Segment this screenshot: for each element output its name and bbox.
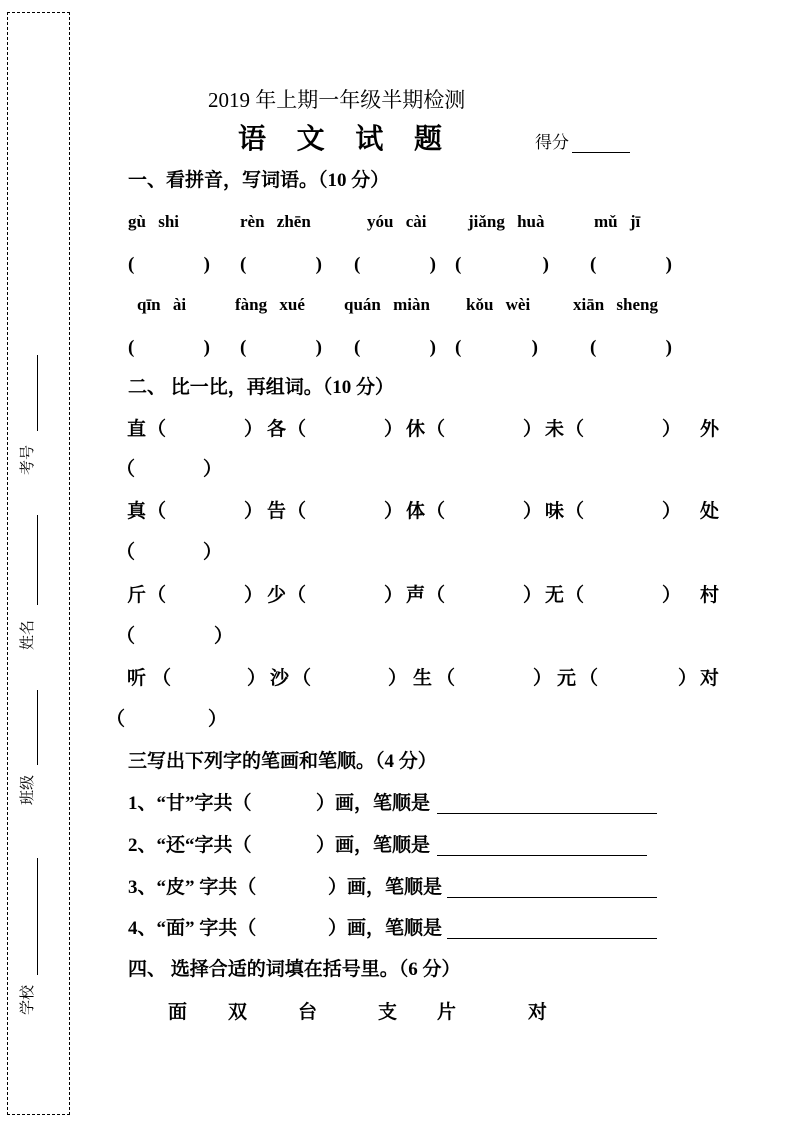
open-bracket: （	[116, 542, 136, 563]
answer-brackets	[128, 336, 210, 360]
stroke-question-suffix: ）画，笔顺是	[316, 793, 431, 814]
answer-brackets	[565, 418, 681, 442]
class-line	[37, 690, 38, 765]
answer-brackets	[579, 667, 697, 691]
close-bracket: ）	[387, 668, 407, 689]
answer-brackets	[287, 500, 403, 524]
stroke-order-answer-line	[437, 813, 657, 814]
open-bracket: (	[240, 254, 247, 275]
word-character: 少	[267, 585, 287, 606]
open-bracket: （	[116, 626, 136, 647]
open-bracket: （	[287, 419, 307, 440]
close-bracket: )	[315, 254, 322, 275]
stroke-question-suffix: ）画，笔顺是	[328, 877, 443, 898]
close-bracket: ）	[383, 585, 403, 606]
close-bracket: )	[429, 254, 436, 275]
word-character: 村	[700, 585, 720, 606]
close-bracket: ）	[661, 585, 681, 606]
pinyin-item: mǔ jī	[594, 212, 641, 231]
class-label: 班级	[20, 775, 36, 806]
close-bracket: ）	[383, 419, 403, 440]
binding-margin	[7, 12, 70, 1115]
close-bracket: )	[203, 337, 210, 358]
pinyin-item: rèn zhēn	[240, 212, 311, 231]
open-bracket: (	[590, 337, 597, 358]
subject-title: 语 文 试 题	[238, 124, 442, 155]
stroke-order-answer-line	[447, 897, 657, 898]
answer-brackets	[565, 584, 681, 608]
section2-heading: 二、 比一比，再组词。（10 分）	[128, 377, 395, 398]
exam-number-line	[37, 355, 38, 431]
open-bracket: (	[590, 254, 597, 275]
open-bracket: （	[565, 585, 585, 606]
close-bracket: )	[665, 254, 672, 275]
close-bracket: ）	[243, 419, 263, 440]
open-bracket: （	[106, 709, 126, 730]
open-bracket: (	[354, 254, 361, 275]
answer-brackets	[116, 541, 222, 565]
open-bracket: (	[354, 337, 361, 358]
answer-brackets	[590, 336, 672, 360]
measure-word-option: 支	[378, 1002, 398, 1023]
word-character: 生	[413, 668, 433, 689]
open-bracket: （	[565, 501, 585, 522]
pinyin-item: kǒu wèi	[466, 295, 531, 314]
open-bracket: （	[116, 459, 136, 480]
close-bracket: )	[531, 337, 538, 358]
open-bracket: （	[287, 585, 307, 606]
answer-brackets	[116, 458, 222, 482]
open-bracket: （	[147, 501, 167, 522]
pinyin-item: gù shi	[128, 212, 179, 231]
word-character: 声	[406, 585, 426, 606]
word-character: 未	[545, 419, 565, 440]
answer-brackets	[590, 253, 672, 277]
stroke-order-answer-line	[447, 938, 657, 939]
word-character: 真	[127, 501, 147, 522]
pinyin-item: qīn ài	[137, 295, 187, 314]
measure-word-option: 面	[168, 1002, 188, 1023]
exam-number-label: 考号	[20, 445, 36, 476]
exam-title: 2019 年上期一年级半期检测	[208, 88, 466, 112]
answer-brackets	[426, 418, 542, 442]
word-character: 告	[267, 501, 287, 522]
answer-brackets	[426, 500, 542, 524]
open-bracket: （	[292, 668, 312, 689]
answer-brackets	[106, 708, 227, 732]
open-bracket: （	[426, 501, 446, 522]
close-bracket: ）	[213, 626, 233, 647]
answer-brackets	[147, 418, 263, 442]
word-character: 斤	[127, 585, 147, 606]
word-character: 体	[406, 501, 426, 522]
stroke-question-prefix: 1、“甘”字共（	[128, 793, 252, 814]
answer-brackets	[116, 625, 233, 649]
word-character: 元	[557, 668, 577, 689]
close-bracket: ）	[661, 419, 681, 440]
answer-brackets	[565, 500, 681, 524]
answer-brackets	[354, 336, 436, 360]
word-character: 对	[700, 668, 720, 689]
answer-brackets	[240, 336, 322, 360]
open-bracket: （	[426, 419, 446, 440]
word-character: 直	[127, 419, 147, 440]
word-character: 听	[127, 668, 147, 689]
word-character: 外	[700, 419, 720, 440]
stroke-question-prefix: 2、“还“字共（	[128, 835, 252, 856]
open-bracket: (	[128, 254, 135, 275]
section3-heading: 三写出下列字的笔画和笔顺。（4 分）	[128, 751, 437, 772]
open-bracket: （	[436, 668, 456, 689]
answer-brackets	[147, 584, 263, 608]
answer-brackets	[436, 667, 552, 691]
measure-word-option: 对	[528, 1002, 548, 1023]
close-bracket: )	[315, 337, 322, 358]
close-bracket: ）	[246, 668, 266, 689]
school-line	[37, 858, 38, 975]
school-label: 学校	[20, 985, 36, 1016]
close-bracket: ）	[243, 501, 263, 522]
answer-brackets	[287, 584, 403, 608]
close-bracket: ）	[202, 459, 222, 480]
close-bracket: ）	[522, 419, 542, 440]
open-bracket: （	[565, 419, 585, 440]
answer-brackets	[287, 418, 403, 442]
open-bracket: (	[455, 254, 462, 275]
student-name-line	[37, 515, 38, 605]
score-label: 得分	[535, 133, 569, 152]
score-line	[572, 152, 630, 153]
stroke-question-prefix: 4、“面” 字共（	[128, 918, 257, 939]
word-character: 处	[700, 501, 720, 522]
answer-brackets	[455, 336, 538, 360]
open-bracket: (	[240, 337, 247, 358]
open-bracket: （	[426, 585, 446, 606]
student-name-label: 姓名	[20, 620, 36, 651]
measure-word-option: 台	[298, 1002, 318, 1023]
open-bracket: （	[287, 501, 307, 522]
stroke-question-suffix: ）画，笔顺是	[328, 918, 443, 939]
answer-brackets	[147, 500, 263, 524]
pinyin-item: quán miàn	[344, 295, 430, 314]
word-character: 无	[545, 585, 565, 606]
open-bracket: （	[579, 668, 599, 689]
close-bracket: ）	[522, 501, 542, 522]
open-bracket: （	[152, 668, 172, 689]
pinyin-item: jiǎng huà	[468, 212, 545, 231]
open-bracket: （	[147, 419, 167, 440]
close-bracket: )	[203, 254, 210, 275]
stroke-order-answer-line	[437, 855, 647, 856]
section1-heading: 一、看拼音，写词语。（10 分）	[128, 170, 390, 191]
word-character: 休	[406, 419, 426, 440]
word-character: 味	[545, 501, 565, 522]
pinyin-item: xiān sheng	[573, 295, 658, 314]
word-character: 沙	[270, 668, 290, 689]
close-bracket: )	[542, 254, 549, 275]
pinyin-item: fàng xué	[235, 295, 305, 314]
measure-word-option: 片	[437, 1002, 457, 1023]
close-bracket: )	[665, 337, 672, 358]
close-bracket: ）	[661, 501, 681, 522]
close-bracket: ）	[207, 709, 227, 730]
close-bracket: )	[429, 337, 436, 358]
word-character: 各	[267, 419, 287, 440]
open-bracket: （	[147, 585, 167, 606]
answer-brackets	[128, 253, 210, 277]
section4-heading: 四、 选择合适的词填在括号里。（6 分）	[128, 959, 461, 980]
close-bracket: ）	[202, 542, 222, 563]
open-bracket: (	[128, 337, 135, 358]
stroke-question-prefix: 3、“皮” 字共（	[128, 877, 257, 898]
close-bracket: ）	[677, 668, 697, 689]
pinyin-item: yóu cài	[367, 212, 427, 231]
close-bracket: ）	[243, 585, 263, 606]
answer-brackets	[426, 584, 542, 608]
answer-brackets	[292, 667, 407, 691]
answer-brackets	[455, 253, 549, 277]
open-bracket: (	[455, 337, 462, 358]
stroke-question-suffix: ）画，笔顺是	[316, 835, 431, 856]
close-bracket: ）	[532, 668, 552, 689]
answer-brackets	[152, 667, 266, 691]
answer-brackets	[240, 253, 322, 277]
answer-brackets	[354, 253, 436, 277]
close-bracket: ）	[522, 585, 542, 606]
close-bracket: ）	[383, 501, 403, 522]
measure-word-option: 双	[228, 1002, 248, 1023]
